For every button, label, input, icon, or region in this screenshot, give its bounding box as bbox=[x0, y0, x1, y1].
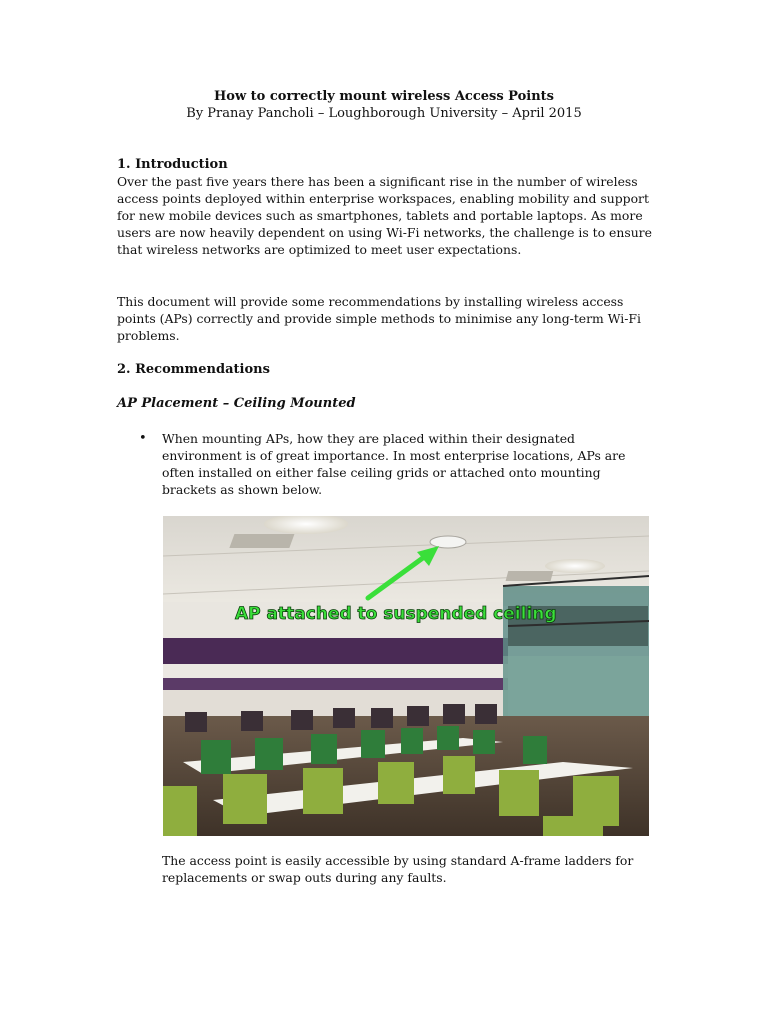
photo-annotation: AP attached to suspended ceiling bbox=[235, 604, 557, 624]
subheading-ap-placement: AP Placement – Ceiling Mounted bbox=[117, 396, 356, 411]
bullet-text: When mounting APs, how they are placed within their designated environment is of great importance. In most enterprise locations, APs are often installed on either false ceiling grids or attached onto mounting brackets as shown below. bbox=[162, 431, 626, 497]
ceiling-light bbox=[545, 559, 605, 573]
intro-paragraph-2: This document will provide some recommendations by installing wireless access points (APs) correctly and provide simple methods to minimise any long-term Wi-Fi problems. bbox=[117, 294, 641, 343]
bullet-icon: • bbox=[139, 431, 147, 446]
document-title: How to correctly mount wireless Access Points bbox=[213, 89, 554, 104]
wall-purple-stripe bbox=[163, 638, 508, 664]
ceiling-ap-photo bbox=[163, 516, 649, 836]
ceiling-vent bbox=[229, 534, 294, 548]
ceiling-vent bbox=[506, 571, 554, 581]
access-point-device bbox=[430, 536, 466, 548]
document-byline: By Pranay Pancholi – Loughborough University – April 2015 bbox=[186, 106, 582, 121]
intro-paragraph-1: Over the past five years there has been a significant rise in the number of wireless access points deployed within enterprise workspaces, enabling mobility and support for new mobile devices such as smartphones, tablets and portable laptops. As more users are now heavily dependent on using Wi-Fi networks, the challenge is to ensure that wireless networks are optimized to meet user expectations. bbox=[117, 174, 652, 257]
wall-purple-stripe bbox=[163, 678, 508, 690]
image-caption: The access point is easily accessible by using standard A-frame ladders for replacements or swap outs during any faults. bbox=[162, 853, 634, 885]
section-heading-introduction: 1. Introduction bbox=[117, 157, 228, 172]
section-heading-recommendations: 2. Recommendations bbox=[117, 362, 270, 377]
